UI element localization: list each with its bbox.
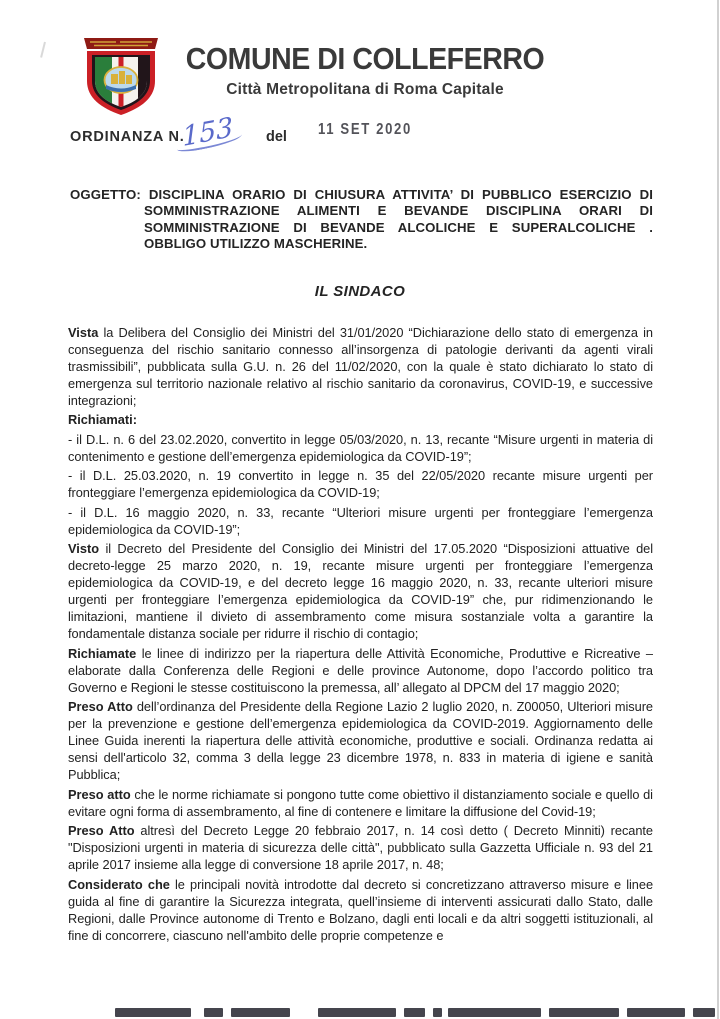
ordinance-number-line: [70, 111, 720, 154]
paragraph-lead: Richiamate: [68, 645, 137, 661]
role-heading: IL SINDACO: [314, 282, 406, 300]
paragraph: Richiamate le linee di indirizzo per la riapertura delle Attività Economiche, Produttive e Ricreative – elaborate dalla Conferenza delle Regioni e delle province Autonome, dopo l’accordo politico tra Governo e Regioni le stesse costituiscono la premessa, all’ allegato al DPCM del 17 maggio 2020;: [68, 645, 653, 695]
municipality-name: COMUNE DI COLLEFERRO: [185, 41, 545, 76]
scan-edge-line: [717, 0, 719, 1019]
paragraph: Preso Atto dell’ordinanza del Presidente della Regione Lazio 2 luglio 2020, n. Z00050, Ulteriori misure per la prevenzione e gestione dell’emergenza epidemiologica da COVID-2019. Aggiornamento delle Linee Guida inerenti la riapertura delle attività economiche, produttive e sociali. Ordinanza redatta ai sensi dell'articolo 32, comma 3 della legge 23 dicembre 1978, n. 833 in materia di igiene e sanità Pubblica;: [68, 699, 653, 783]
subject-text: DISCIPLINA ORARIO DI CHIUSURA ATTIVITA’ DI PUBBLICO ESERCIZIO DI SOMMINISTRAZIONE ALIMENTI E BEVANDE DISCIPLINA ORARI DI SOMMINISTRAZIONE DI BEVANDE ALCOLICHE E SUPERALCOLICHE . OBBLIGO UTILIZZO MASCHERINE.: [144, 187, 653, 252]
body-paragraphs: [68, 324, 653, 944]
cutoff-text-fragment: [404, 1008, 425, 1017]
cutoff-line: [0, 1006, 720, 1018]
paragraph-lead: Preso Atto: [68, 823, 135, 839]
paragraph: Preso Atto altresì del Decreto Legge 20 febbraio 2017, n. 14 così detto ( Decreto Minniti) recante "Disposizioni urgenti in materia di sicurezza delle città", pubblicato sulla Gazzetta Ufficiale n. 93 del 21 aprile 2017 insieme alla legge di conversione 18 aprile 2017, n. 48;: [68, 823, 653, 873]
paragraph: - il D.L. 25.03.2020, n. 19 convertito in legge n. 35 del 22/05/2020 recante misure urgenti per fronteggiare l’emergenza epidemiologica da COVID-19;: [68, 468, 653, 501]
metropolitan-city-line: Città Metropolitana di Roma Capitale: [226, 81, 504, 98]
subject-label: OGGETTO:: [70, 187, 141, 202]
cutoff-text-fragment: [433, 1008, 442, 1017]
document-header: [110, 0, 620, 99]
date-stamp: 11 SET 2020: [318, 121, 412, 138]
cutoff-text-fragment: [693, 1008, 715, 1017]
paragraph: - il D.L. 16 maggio 2020, n. 33, recante “Ulteriori misure urgenti per fronteggiare l’emergenza epidemiologica da COVID-19”;: [68, 504, 653, 537]
cutoff-text-fragment: [549, 1008, 619, 1017]
ordinance-label: ORDINANZA N.: [70, 129, 185, 145]
cutoff-text-fragment: [448, 1008, 541, 1017]
paragraph-lead: Richiamati:: [68, 412, 137, 428]
cutoff-text-fragment: [204, 1008, 223, 1017]
handwritten-ordinance-number: 153: [181, 111, 234, 154]
paragraph: Preso atto che le norme richiamate si pongono tutte come obiettivo il distanziamento sociale e quello di evitare ogni forma di assembramento, al fine di contenere e limitare la diffusione del Covid-19;: [68, 786, 653, 819]
scan-speck-mark: [40, 42, 48, 58]
paragraph: Visto il Decreto del Presidente del Consiglio dei Ministri del 17.05.2020 “Disposizioni attuative del decreto-legge 25 marzo 2020, n. 19, recante misure urgenti per fronteggiare l’emergenza epidemiologica da COVID-19, e del decreto legge 16 maggio 2020, n. 33, recante ulteriori misure urgenti per fronteggiare l’emergenza epidemiologica da COVID-19” che, pur ridimenzionando le limitazioni, mantiene il divieto di assembramento come misura sostanziale volta a garantire la fondamentale distanza sociale per ridurre il rischio di contagio;: [68, 541, 653, 642]
paragraph-lead: Vista: [68, 324, 99, 340]
paragraph-lead: Preso atto: [68, 786, 131, 802]
subject-block: [70, 187, 653, 253]
cutoff-text-fragment: [115, 1008, 191, 1017]
del-label: del: [266, 129, 287, 145]
paragraph-lead: Preso Atto: [68, 699, 133, 715]
cutoff-text-fragment: [627, 1008, 685, 1017]
paragraph-lead: Considerato che: [68, 876, 170, 892]
paragraph-lead: Visto: [68, 541, 100, 557]
cutoff-text-fragment: [318, 1008, 396, 1017]
paragraph: Vista la Delibera del Consiglio dei Ministri del 31/01/2020 “Dichiarazione dello stato di emergenza in conseguenza del rischio sanitario connesso all’insorgenza di patologie derivanti da agenti virali trasmissibili”, pubblicata sulla G.U. n. 26 del 11/02/2020, con la quale è stato dichiarato lo stato di emergenza sul territorio nazionale relativo al rischio sanitario da coronavirus, COVID-19, e successive integrazioni;: [68, 324, 653, 408]
paragraph: Considerato che le principali novità introdotte dal decreto si concretizzano attraverso misure e linee guida al fine di garantire la Sicurezza integrata, quell’insieme di interventi assicurati dallo Stato, dalle Regioni, dalle Province autonome di Trento e Bolzano, dagli enti locali e da altri soggetti istituzionali, al fine di concorrere, ciascuno nell'ambito delle proprie competenze e: [68, 876, 654, 943]
paragraph: [68, 411, 653, 428]
cutoff-text-fragment: [231, 1008, 290, 1017]
paragraph: - il D.L. n. 6 del 23.02.2020, convertito in legge 05/03/2020, n. 13, recante “Misure urgenti in materia di contenimento e gestione dell’emergenza epidemiologica da COVID-19”;: [68, 431, 653, 464]
